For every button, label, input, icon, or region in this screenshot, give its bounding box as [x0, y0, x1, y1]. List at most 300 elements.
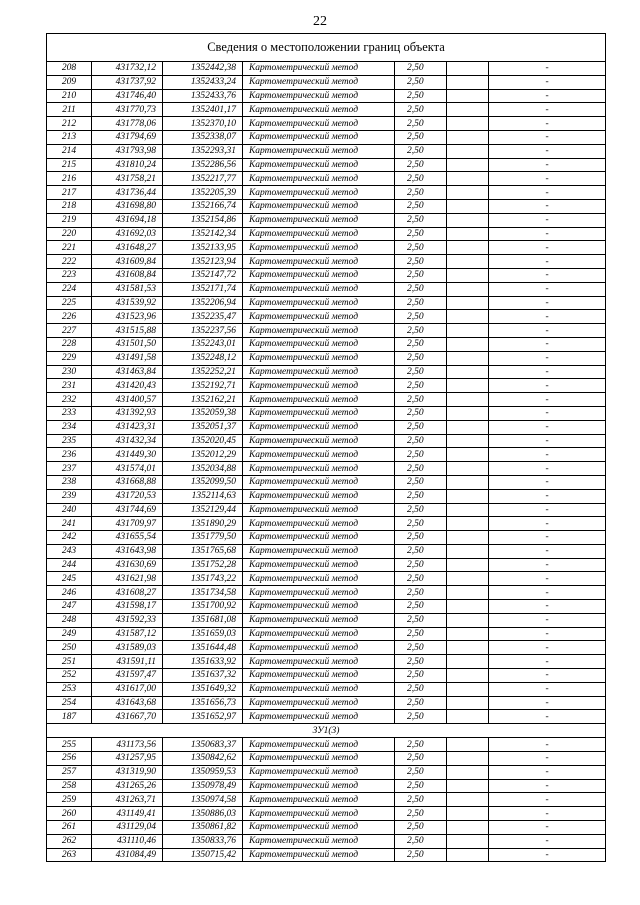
description: - — [489, 696, 606, 710]
table-row — [47, 351, 606, 365]
precision: 2,50 — [395, 489, 447, 503]
precision: 2,50 — [395, 821, 447, 835]
table-row — [47, 558, 606, 572]
extra — [447, 420, 489, 434]
description: - — [489, 158, 606, 172]
coord-x: 431423,31 — [92, 420, 163, 434]
table-row — [47, 613, 606, 627]
coord-y: 1352051,37 — [163, 420, 243, 434]
extra — [447, 503, 489, 517]
method: Картометрический метод — [243, 324, 395, 338]
point-number: 228 — [47, 337, 92, 351]
precision: 2,50 — [395, 420, 447, 434]
extra — [447, 213, 489, 227]
extra — [447, 834, 489, 848]
coord-y: 1352205,39 — [163, 186, 243, 200]
description: - — [489, 186, 606, 200]
coord-x: 431630,69 — [92, 558, 163, 572]
coord-x: 431265,26 — [92, 779, 163, 793]
precision: 2,50 — [395, 765, 447, 779]
method: Картометрический метод — [243, 393, 395, 407]
coord-y: 1352012,29 — [163, 448, 243, 462]
coord-x: 431694,18 — [92, 213, 163, 227]
extra — [447, 544, 489, 558]
coord-x: 431608,27 — [92, 586, 163, 600]
method: Картометрический метод — [243, 144, 395, 158]
table-row — [47, 572, 606, 586]
coord-x: 431463,84 — [92, 365, 163, 379]
precision: 2,50 — [395, 351, 447, 365]
extra — [447, 117, 489, 131]
extra — [447, 89, 489, 103]
extra — [447, 655, 489, 669]
precision: 2,50 — [395, 379, 447, 393]
coord-y: 1351890,29 — [163, 517, 243, 531]
coord-x: 431501,50 — [92, 337, 163, 351]
precision: 2,50 — [395, 365, 447, 379]
extra — [447, 255, 489, 269]
point-number: 187 — [47, 710, 92, 724]
precision: 2,50 — [395, 103, 447, 117]
coord-y: 1352442,38 — [163, 62, 243, 76]
table-row — [47, 268, 606, 282]
coord-x: 431643,98 — [92, 544, 163, 558]
method: Картометрический метод — [243, 158, 395, 172]
extra — [447, 393, 489, 407]
precision: 2,50 — [395, 268, 447, 282]
table-row — [47, 365, 606, 379]
method: Картометрический метод — [243, 793, 395, 807]
point-number: 218 — [47, 199, 92, 213]
coord-x: 431698,80 — [92, 199, 163, 213]
table-row — [47, 544, 606, 558]
description: - — [489, 241, 606, 255]
point-number: 256 — [47, 752, 92, 766]
precision: 2,50 — [395, 710, 447, 724]
coord-y: 1351734,58 — [163, 586, 243, 600]
description: - — [489, 586, 606, 600]
coord-x: 431608,84 — [92, 268, 163, 282]
description: - — [489, 765, 606, 779]
coord-y: 1352133,95 — [163, 241, 243, 255]
point-number: 240 — [47, 503, 92, 517]
method: Картометрический метод — [243, 738, 395, 752]
table-row — [47, 848, 606, 862]
description: - — [489, 489, 606, 503]
method: Картометрический метод — [243, 600, 395, 614]
description: - — [489, 544, 606, 558]
precision: 2,50 — [395, 117, 447, 131]
coord-y: 1352034,88 — [163, 462, 243, 476]
table-row — [47, 434, 606, 448]
coord-y: 1351752,28 — [163, 558, 243, 572]
method: Картометрический метод — [243, 669, 395, 683]
description: - — [489, 613, 606, 627]
description: - — [489, 351, 606, 365]
description: - — [489, 517, 606, 531]
description: - — [489, 89, 606, 103]
precision: 2,50 — [395, 255, 447, 269]
coord-x: 431668,88 — [92, 475, 163, 489]
method: Картометрический метод — [243, 434, 395, 448]
precision: 2,50 — [395, 669, 447, 683]
description: - — [489, 406, 606, 420]
point-number: 236 — [47, 448, 92, 462]
coord-x: 431598,17 — [92, 600, 163, 614]
extra — [447, 448, 489, 462]
point-number: 235 — [47, 434, 92, 448]
table-row — [47, 462, 606, 476]
table-row — [47, 255, 606, 269]
point-number: 260 — [47, 807, 92, 821]
point-number: 220 — [47, 227, 92, 241]
coord-y: 1352020,45 — [163, 434, 243, 448]
coord-x: 431758,21 — [92, 172, 163, 186]
point-number: 258 — [47, 779, 92, 793]
coord-x: 431392,93 — [92, 406, 163, 420]
table-row — [47, 821, 606, 835]
extra — [447, 738, 489, 752]
method: Картометрический метод — [243, 613, 395, 627]
table-row — [47, 834, 606, 848]
point-number: 231 — [47, 379, 92, 393]
precision: 2,50 — [395, 75, 447, 89]
coord-x: 431655,54 — [92, 531, 163, 545]
extra — [447, 62, 489, 76]
table-row — [47, 186, 606, 200]
coord-x: 431523,96 — [92, 310, 163, 324]
coord-x: 431709,97 — [92, 517, 163, 531]
method: Картометрический метод — [243, 448, 395, 462]
description: - — [489, 558, 606, 572]
coord-y: 1351633,92 — [163, 655, 243, 669]
coord-x: 431400,57 — [92, 393, 163, 407]
extra — [447, 462, 489, 476]
coord-y: 1352059,38 — [163, 406, 243, 420]
table-row — [47, 158, 606, 172]
extra — [447, 669, 489, 683]
method: Картометрический метод — [243, 475, 395, 489]
extra — [447, 310, 489, 324]
method: Картометрический метод — [243, 199, 395, 213]
coord-x: 431581,53 — [92, 282, 163, 296]
method: Картометрический метод — [243, 558, 395, 572]
table-row — [47, 669, 606, 683]
coord-y: 1352286,56 — [163, 158, 243, 172]
coord-y: 1352166,74 — [163, 199, 243, 213]
precision: 2,50 — [395, 213, 447, 227]
table-row — [47, 89, 606, 103]
coord-y: 1352237,56 — [163, 324, 243, 338]
method: Картометрический метод — [243, 89, 395, 103]
coord-y: 1351644,48 — [163, 641, 243, 655]
method: Картометрический метод — [243, 834, 395, 848]
table-row — [47, 199, 606, 213]
table-row — [47, 337, 606, 351]
point-number: 246 — [47, 586, 92, 600]
table-row — [47, 144, 606, 158]
precision: 2,50 — [395, 130, 447, 144]
precision: 2,50 — [395, 158, 447, 172]
method: Картометрический метод — [243, 503, 395, 517]
method: Картометрический метод — [243, 586, 395, 600]
coord-y: 1352293,31 — [163, 144, 243, 158]
table-row — [47, 655, 606, 669]
method: Картометрический метод — [243, 779, 395, 793]
coord-y: 1352248,12 — [163, 351, 243, 365]
description: - — [489, 848, 606, 862]
coord-y: 1352129,44 — [163, 503, 243, 517]
precision: 2,50 — [395, 448, 447, 462]
method: Картометрический метод — [243, 627, 395, 641]
table-title: Сведения о местоположении границ объекта — [47, 34, 606, 62]
description: - — [489, 807, 606, 821]
table-row — [47, 282, 606, 296]
extra — [447, 531, 489, 545]
precision: 2,50 — [395, 462, 447, 476]
coord-x: 431778,06 — [92, 117, 163, 131]
extra — [447, 324, 489, 338]
extra — [447, 586, 489, 600]
method: Картометрический метод — [243, 848, 395, 862]
precision: 2,50 — [395, 586, 447, 600]
extra — [447, 475, 489, 489]
method: Картометрический метод — [243, 186, 395, 200]
method: Картометрический метод — [243, 75, 395, 89]
table-row — [47, 793, 606, 807]
table-row — [47, 641, 606, 655]
method: Картометрический метод — [243, 227, 395, 241]
precision: 2,50 — [395, 324, 447, 338]
extra — [447, 807, 489, 821]
description: - — [489, 682, 606, 696]
table-row — [47, 600, 606, 614]
table-row — [47, 62, 606, 76]
extra — [447, 627, 489, 641]
point-number: 217 — [47, 186, 92, 200]
method: Картометрический метод — [243, 572, 395, 586]
method: Картометрический метод — [243, 213, 395, 227]
coord-y: 1350978,49 — [163, 779, 243, 793]
extra — [447, 517, 489, 531]
extra — [447, 696, 489, 710]
coord-x: 431597,47 — [92, 669, 163, 683]
table-row — [47, 172, 606, 186]
extra — [447, 199, 489, 213]
precision: 2,50 — [395, 62, 447, 76]
description: - — [489, 655, 606, 669]
precision: 2,50 — [395, 475, 447, 489]
coord-x: 431737,92 — [92, 75, 163, 89]
point-number: 230 — [47, 365, 92, 379]
extra — [447, 406, 489, 420]
point-number: 227 — [47, 324, 92, 338]
table-row — [47, 738, 606, 752]
description: - — [489, 710, 606, 724]
precision: 2,50 — [395, 503, 447, 517]
description: - — [489, 779, 606, 793]
extra — [447, 241, 489, 255]
boundary-table — [46, 33, 606, 862]
table-row — [47, 75, 606, 89]
coord-y: 1351700,92 — [163, 600, 243, 614]
coord-y: 1352123,94 — [163, 255, 243, 269]
description: - — [489, 462, 606, 476]
description: - — [489, 365, 606, 379]
coord-y: 1351659,03 — [163, 627, 243, 641]
table-row — [47, 682, 606, 696]
point-number: 223 — [47, 268, 92, 282]
coord-x: 431746,40 — [92, 89, 163, 103]
extra — [447, 268, 489, 282]
coord-x: 431587,12 — [92, 627, 163, 641]
coord-x: 431744,69 — [92, 503, 163, 517]
point-number: 239 — [47, 489, 92, 503]
extra — [447, 613, 489, 627]
table-row — [47, 696, 606, 710]
section-label-row — [47, 724, 606, 738]
method: Картометрический метод — [243, 544, 395, 558]
extra — [447, 779, 489, 793]
point-number: 210 — [47, 89, 92, 103]
extra — [447, 710, 489, 724]
table-row — [47, 227, 606, 241]
description: - — [489, 420, 606, 434]
description: - — [489, 144, 606, 158]
point-number: 234 — [47, 420, 92, 434]
precision: 2,50 — [395, 531, 447, 545]
table-row — [47, 406, 606, 420]
coord-y: 1352243,01 — [163, 337, 243, 351]
coord-y: 1352338,07 — [163, 130, 243, 144]
method: Картометрический метод — [243, 351, 395, 365]
coord-x: 431648,27 — [92, 241, 163, 255]
description: - — [489, 393, 606, 407]
point-number: 243 — [47, 544, 92, 558]
description: - — [489, 199, 606, 213]
point-number: 222 — [47, 255, 92, 269]
coord-y: 1351743,22 — [163, 572, 243, 586]
table-row — [47, 241, 606, 255]
point-number: 238 — [47, 475, 92, 489]
coord-x: 431732,12 — [92, 62, 163, 76]
point-number: 259 — [47, 793, 92, 807]
description: - — [489, 172, 606, 186]
method: Картометрический метод — [243, 310, 395, 324]
precision: 2,50 — [395, 682, 447, 696]
method: Картометрический метод — [243, 296, 395, 310]
point-number: 261 — [47, 821, 92, 835]
method: Картометрический метод — [243, 807, 395, 821]
description: - — [489, 738, 606, 752]
extra — [447, 641, 489, 655]
precision: 2,50 — [395, 517, 447, 531]
precision: 2,50 — [395, 627, 447, 641]
extra — [447, 365, 489, 379]
extra — [447, 144, 489, 158]
table-row — [47, 779, 606, 793]
coord-x: 431515,88 — [92, 324, 163, 338]
coord-x: 431173,56 — [92, 738, 163, 752]
extra — [447, 600, 489, 614]
description: - — [489, 434, 606, 448]
coord-y: 1351779,50 — [163, 531, 243, 545]
precision: 2,50 — [395, 337, 447, 351]
extra — [447, 558, 489, 572]
coord-x: 431084,49 — [92, 848, 163, 862]
coord-y: 1351649,32 — [163, 682, 243, 696]
table-row — [47, 489, 606, 503]
coord-y: 1352171,74 — [163, 282, 243, 296]
extra — [447, 351, 489, 365]
point-number: 254 — [47, 696, 92, 710]
coord-y: 1351656,73 — [163, 696, 243, 710]
extra — [447, 489, 489, 503]
description: - — [489, 62, 606, 76]
section-label: ЗУ1(3) — [47, 724, 606, 738]
description: - — [489, 337, 606, 351]
coord-y: 1352114,63 — [163, 489, 243, 503]
coord-x: 431621,98 — [92, 572, 163, 586]
coord-y: 1351765,68 — [163, 544, 243, 558]
point-number: 225 — [47, 296, 92, 310]
precision: 2,50 — [395, 227, 447, 241]
description: - — [489, 627, 606, 641]
table-row — [47, 807, 606, 821]
extra — [447, 752, 489, 766]
extra — [447, 227, 489, 241]
precision: 2,50 — [395, 572, 447, 586]
coord-x: 431574,01 — [92, 462, 163, 476]
extra — [447, 765, 489, 779]
precision: 2,50 — [395, 186, 447, 200]
extra — [447, 682, 489, 696]
method: Картометрический метод — [243, 365, 395, 379]
description: - — [489, 448, 606, 462]
coord-y: 1352147,72 — [163, 268, 243, 282]
method: Картометрический метод — [243, 420, 395, 434]
precision: 2,50 — [395, 144, 447, 158]
method: Картометрический метод — [243, 241, 395, 255]
point-number: 215 — [47, 158, 92, 172]
coord-x: 431810,24 — [92, 158, 163, 172]
extra — [447, 172, 489, 186]
extra — [447, 337, 489, 351]
method: Картометрический метод — [243, 489, 395, 503]
precision: 2,50 — [395, 752, 447, 766]
coord-y: 1350861,82 — [163, 821, 243, 835]
coord-y: 1352154,86 — [163, 213, 243, 227]
coord-y: 1352433,24 — [163, 75, 243, 89]
description: - — [489, 117, 606, 131]
method: Картометрический метод — [243, 62, 395, 76]
method: Картометрический метод — [243, 462, 395, 476]
method: Картометрический метод — [243, 282, 395, 296]
table-row — [47, 420, 606, 434]
table-row — [47, 324, 606, 338]
table-row — [47, 531, 606, 545]
coord-y: 1350833,76 — [163, 834, 243, 848]
point-number: 257 — [47, 765, 92, 779]
coord-x: 431793,98 — [92, 144, 163, 158]
precision: 2,50 — [395, 296, 447, 310]
extra — [447, 130, 489, 144]
precision: 2,50 — [395, 310, 447, 324]
table-row — [47, 103, 606, 117]
coord-x: 431539,92 — [92, 296, 163, 310]
coord-y: 1352401,17 — [163, 103, 243, 117]
description: - — [489, 310, 606, 324]
